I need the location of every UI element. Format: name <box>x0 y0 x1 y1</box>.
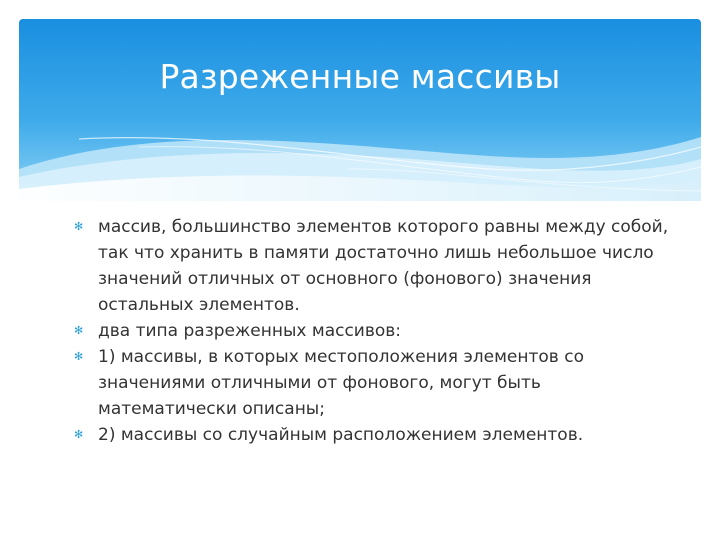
bullet-text: массив, большинство элементов которого равны между собой, так что хранить в памяти достаточно лишь небольшое число значений отличных от основного (фонового) значения остальных элементов. <box>98 217 669 315</box>
asterisk-icon: ✻ <box>74 220 84 233</box>
asterisk-icon: ✻ <box>74 350 84 363</box>
list-item <box>74 422 674 448</box>
bullet-text: 1) массивы, в которых местоположения элементов со значениями отличными от фонового, могут быть математически описаны; <box>98 347 584 419</box>
bullet-text: 2) массивы со случайным расположением элементов. <box>98 425 584 445</box>
list-item <box>74 318 674 344</box>
bullet-list <box>74 214 674 448</box>
asterisk-icon: ✻ <box>74 428 84 441</box>
list-item <box>74 344 674 422</box>
title-banner <box>19 19 701 201</box>
page-title: Разреженные массивы <box>159 57 561 96</box>
banner-background <box>19 19 701 201</box>
bullet-text: два типа разреженных массивов: <box>98 321 402 341</box>
asterisk-icon: ✻ <box>74 324 84 337</box>
list-item <box>74 214 674 318</box>
